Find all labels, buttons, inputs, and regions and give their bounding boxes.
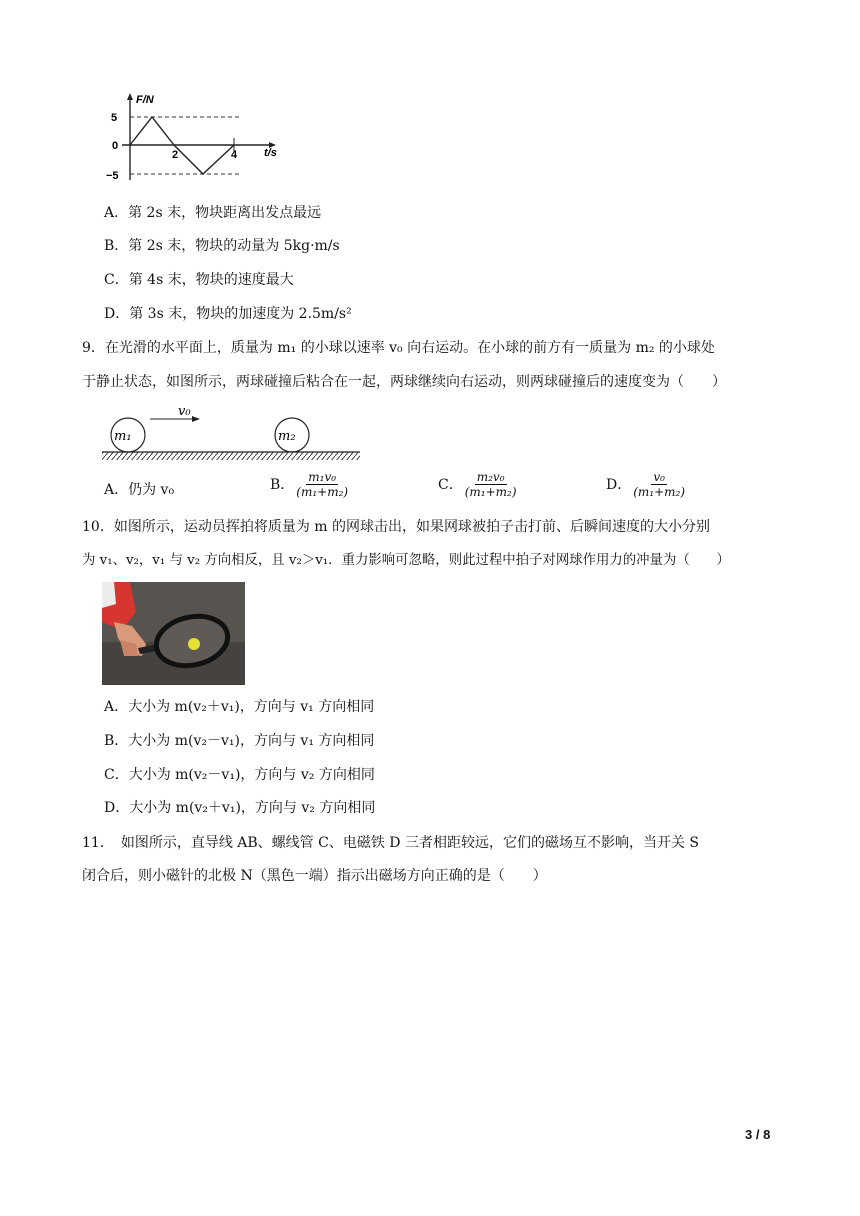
q8-option-c: C．第 4s 末，物块的速度最大 <box>104 272 294 288</box>
q11-stem-line1: 11． 如图所示，直导线 AB、螺线管 C、电磁铁 D 三者相距较远，它们的磁场互不影响，当开关 S <box>82 835 699 851</box>
tennis-photo-svg <box>102 582 245 685</box>
q9-option-b <box>270 470 350 499</box>
q9-option-b-fraction <box>294 470 350 499</box>
mass-label-m1: m₁ <box>114 429 132 444</box>
q9-stem-line1: 9．在光滑的水平面上，质量为 m₁ 的小球以速率 v₀ 向右运动。在小球的前方有一质量为 m₂ 的小球处 <box>82 340 715 356</box>
fraction-numerator: v₀ <box>653 470 665 484</box>
q8-option-a: A．第 2s 末，物块距离出发点最远 <box>104 205 322 221</box>
q9-option-c-fraction <box>463 470 519 499</box>
q9-option-a-text: A．仍为 v₀ <box>104 482 175 498</box>
fraction-denominator: (m₁+m₂) <box>633 485 686 499</box>
q10-option-c: C．大小为 m(v₂－v₁)，方向与 v₂ 方向相同 <box>104 767 375 783</box>
y-tick-5: 5 <box>111 112 118 124</box>
x-tick-2: 2 <box>172 149 179 161</box>
fraction-numerator: m₂v₀ <box>476 470 505 484</box>
q9-option-a <box>104 480 174 500</box>
x-axis-label: t/s <box>264 147 277 159</box>
q8-option-d: D．第 3s 末，物块的加速度为 2.5m/s² <box>104 306 352 322</box>
q8-option-b: B．第 2s 末，物块的动量为 5kg·m/s <box>104 238 340 254</box>
q10-option-a: A．大小为 m(v₂＋v₁)，方向与 v₁ 方向相同 <box>104 699 375 715</box>
y-axis-label: F/N <box>136 94 154 106</box>
tennis-photo <box>102 582 245 685</box>
collision-figure <box>100 402 362 464</box>
q9-option-d-label: D． <box>606 476 632 493</box>
fraction-denominator: (m₁+m₂) <box>464 485 517 499</box>
q10-option-b: B．大小为 m(v₂－v₁)，方向与 v₁ 方向相同 <box>104 733 375 749</box>
page-number: 3 / 8 <box>745 1127 771 1142</box>
collision-figure-svg <box>100 402 362 464</box>
q10-stem-line2: 为 v₁、v₂，v₁ 与 v₂ 方向相反，且 v₂＞v₁．重力影响可忽略，则此过程中拍子对网球作用力的冲量为（ ） <box>82 553 730 568</box>
q9-option-b-label: B． <box>270 476 295 493</box>
q10-stem-line1: 10．如图所示，运动员挥拍将质量为 m 的网球击出，如果网球被拍子击打前、后瞬间速度的大小分别 <box>82 519 710 535</box>
y-tick-0: 0 <box>112 140 119 152</box>
q9-stem-line2: 于静止状态，如图所示，两球碰撞后粘合在一起，两球继续向右运动，则两球碰撞后的速度变为（ ） <box>82 374 726 390</box>
q11-stem-line2: 闭合后，则小磁针的北极 N（黑色一端）指示出磁场方向正确的是（ ） <box>82 868 547 884</box>
q9-option-d <box>606 470 687 499</box>
mass-label-m2: m₂ <box>278 429 296 444</box>
q10-option-d: D．大小为 m(v₂＋v₁)，方向与 v₂ 方向相同 <box>104 800 376 816</box>
force-time-graph-svg <box>100 90 290 185</box>
x-tick-4: 4 <box>231 149 238 161</box>
fraction-numerator: m₁v₀ <box>308 470 337 484</box>
velocity-label: v₀ <box>178 404 191 419</box>
fraction-denominator: (m₁+m₂) <box>296 485 349 499</box>
q9-option-c-label: C． <box>438 476 463 493</box>
force-time-graph <box>100 90 290 185</box>
q9-option-c <box>438 470 519 499</box>
y-tick-neg5: −5 <box>106 170 119 182</box>
q9-option-d-fraction <box>631 470 687 499</box>
